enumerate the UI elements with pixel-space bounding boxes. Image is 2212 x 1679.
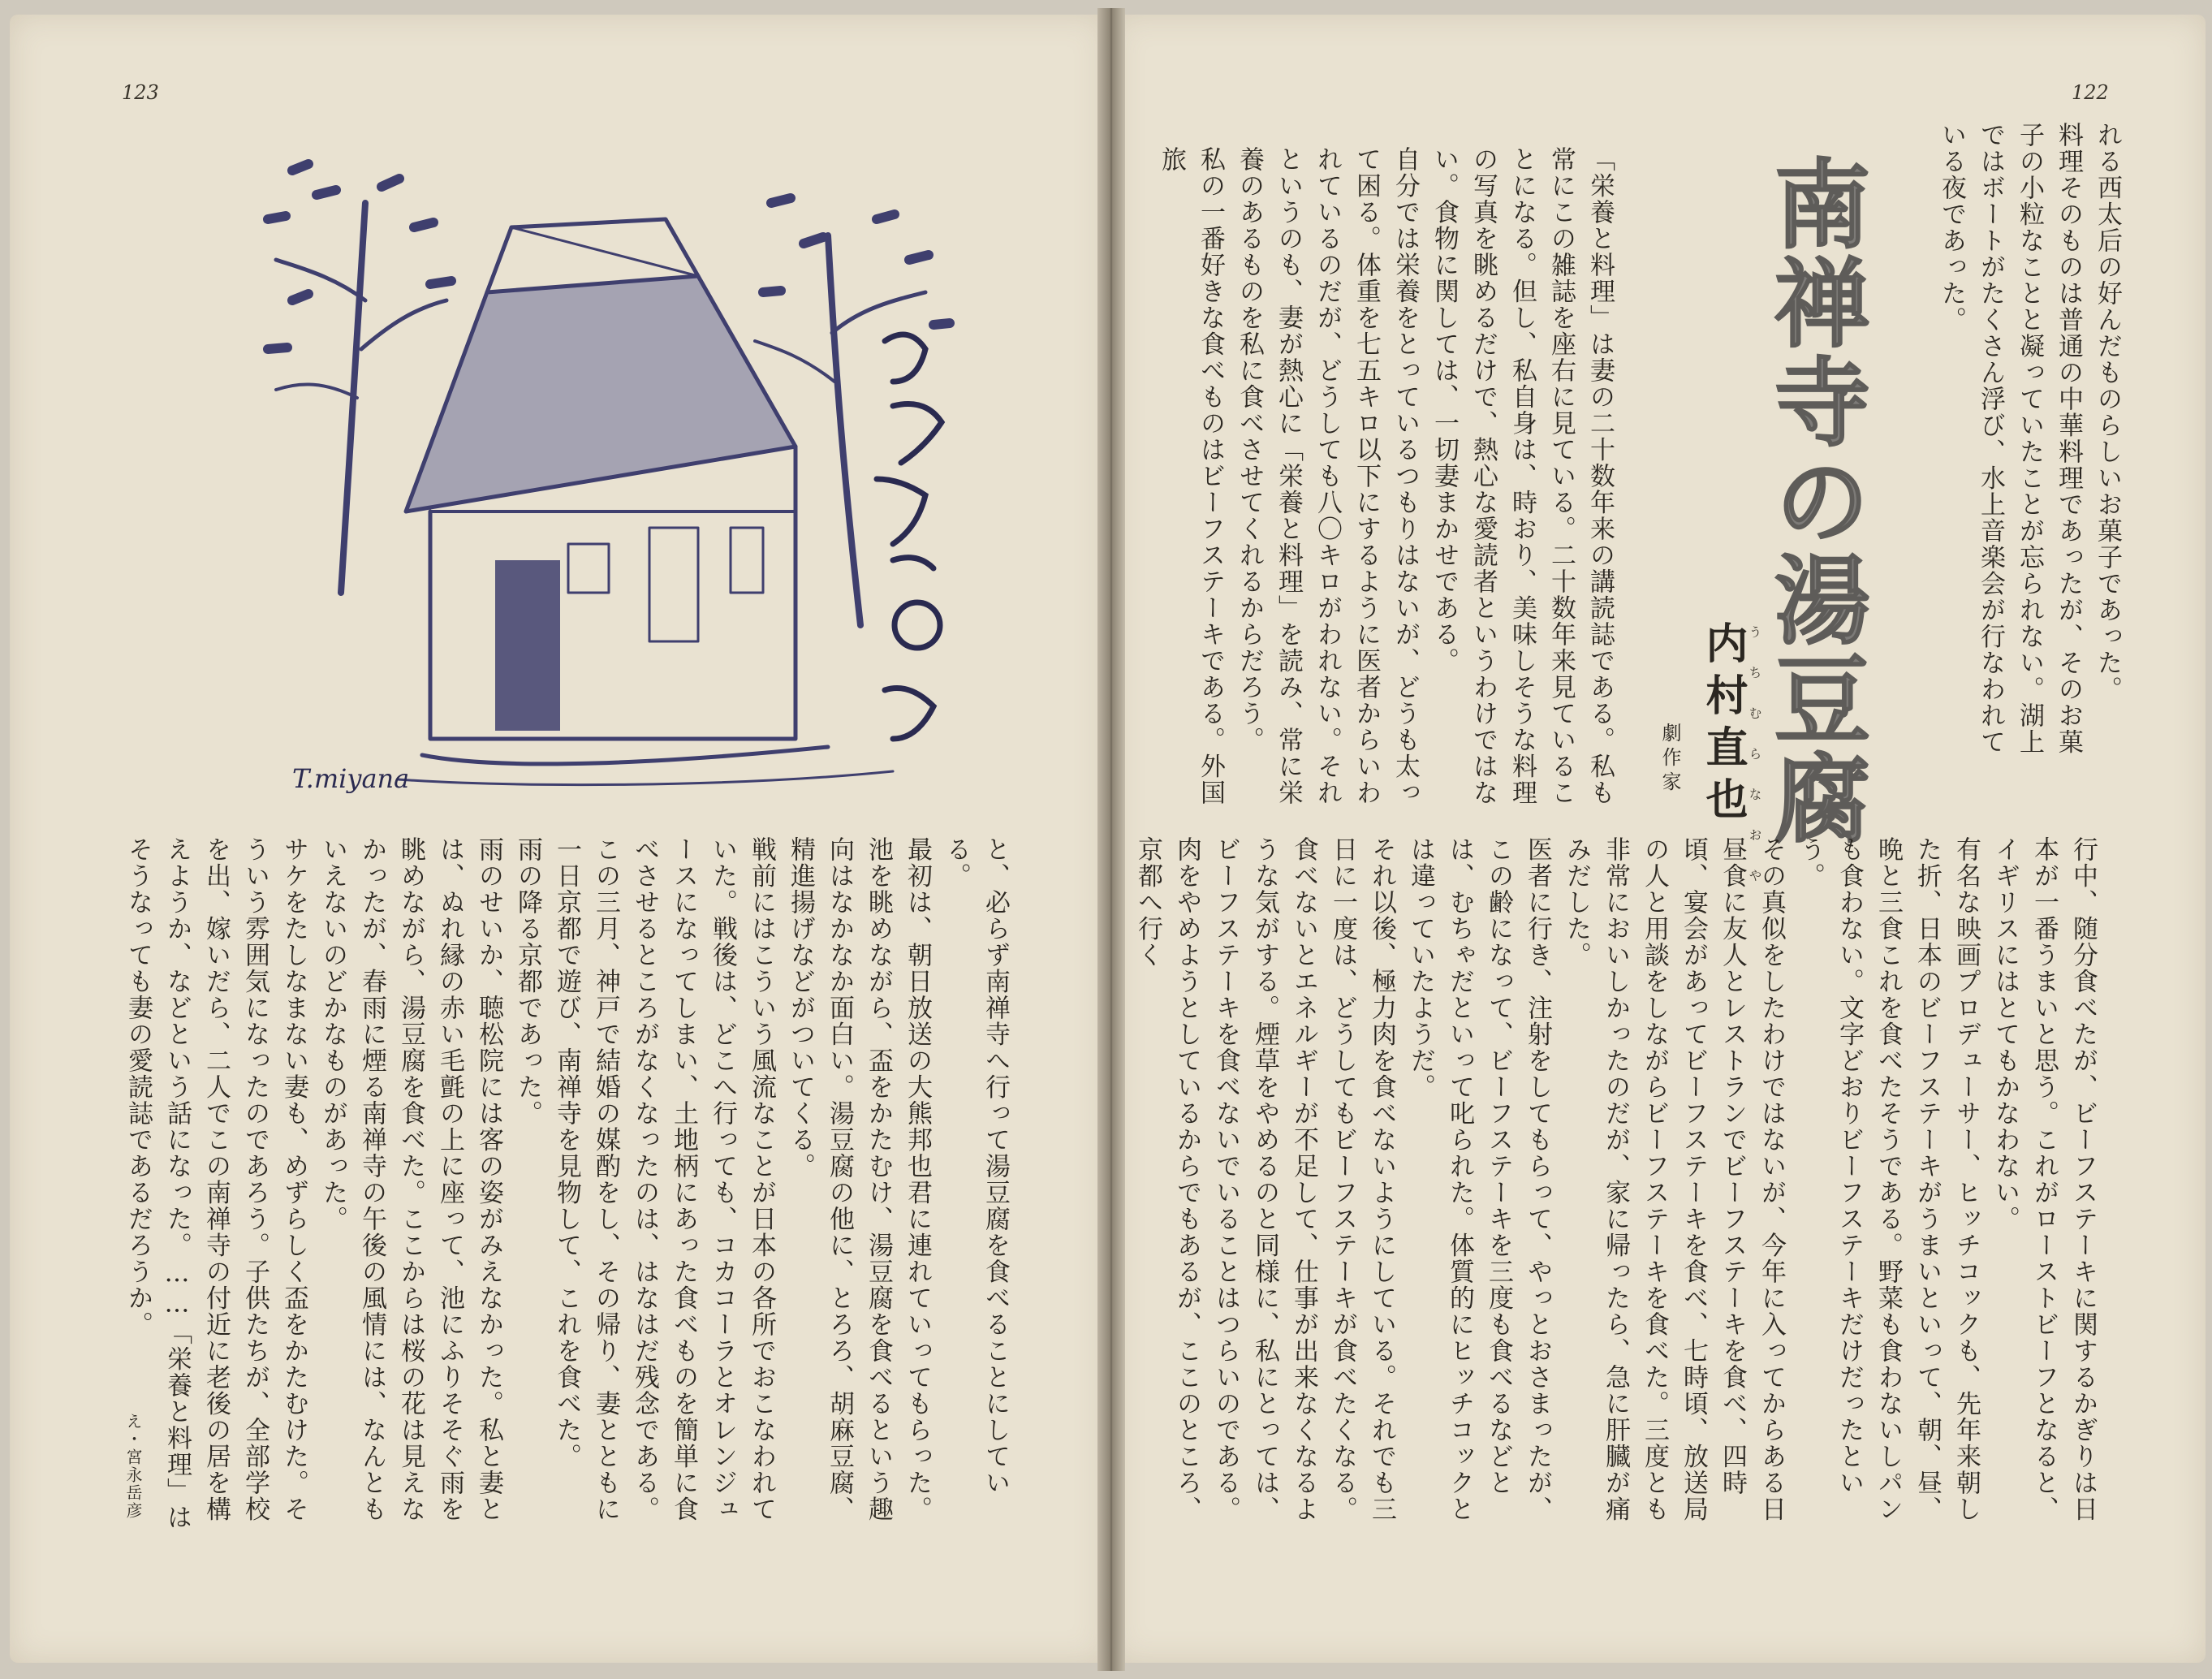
illustrator-signature: T.miyana (292, 763, 410, 794)
page-number-right: 122 (2072, 81, 2109, 104)
paragraph: この三月、神戸で結婚の媒酌をし、その帰り、妻とともに一日京都で遊び、南禅寺を見物して、これを食べた。 (552, 836, 620, 1522)
paragraph: れる西太后の好んだものらしいお菓子であった。 (2093, 122, 2122, 702)
author-name: 内村直也 (1698, 621, 1747, 829)
intro-text (1157, 146, 1619, 820)
article-title: 南禅寺の湯豆腐 (1758, 154, 1870, 848)
paragraph: 自分では栄養をとっているつもりはないが、どうも太って困る。体重を七五キロ以下にするように医者からいわれているのだが、どうしても八〇キロがわれない。それというのも、妻が熱心に「栄養と料理」を読み、常に栄養のあるものを私に食べさせてくれるからだろう。 (1235, 146, 1420, 806)
paragraph: 雨の降る京都であった。 (513, 836, 542, 1127)
paragraph: 雨のせいか、聴松院には客の姿がみえなかった。私と妻とは、ぬれ縁の赤い毛氈の上に座って、池にふりそそぐ雨を眺めながら、湯豆腐を食べた。ここからは桜の花は見えなかったが、春雨に煙る南禅寺の午後の風情には、なんともいえないのどかなものがあった。 (318, 836, 503, 1522)
right-top-paragraph (1908, 122, 2127, 779)
left-body-text (122, 836, 1015, 1534)
paragraph: それ以後、極力肉を食べないようにしている。それでも三日に一度は、どうしてもビーフステーキが食べたくなる。食べないとエネルギーが不足して、仕事が出来なくなるような気がする。煙草をやめるのと同様に、私にとっては、ビーフステーキを食べないでいることはつらいのである。肉をやめようとしているからでもあるが、ここのところ、京都へ行く (1133, 836, 1396, 1522)
book-gutter (1097, 8, 1125, 1671)
author-profession: 劇作家 (1658, 723, 1681, 796)
paragraph: 行中、随分食べたが、ビーフステーキに関するかぎりは日本が一番うまいと思う。これがローストビーフとなると、イギリスにはとてもかなわない。 (1990, 836, 2098, 1522)
paragraph: その真似をしたわけではないが、今年に入ってからある日昼食に友人とレストランでビーフステーキを食べ、四時頃、宴会があってビーフステーキを食べ、七時頃、放送局の人と用談をしながらビーフステーキを食べた。三度とも非常においしかったのだが、家に帰ったら、急に肝臓が痛みだした。 (1562, 836, 1786, 1522)
page-number-left: 123 (122, 81, 159, 104)
right-body-text (1133, 836, 2102, 1534)
paragraph: 医者に行き、注射をしてもらって、やっとおさまったが、この齢になって、ビーフステーキを三度も食べるなどとは、むちゃだといって叱られた。体質的にヒッチコックとは違っていたようだ。 (1406, 836, 1552, 1522)
teahouse-illustration (244, 138, 974, 836)
paragraph: 最初は、朝日放送の大熊邦也君に連れていってもらった。池を眺めながら、盃をかたむけ、湯豆腐を食べるという趣向はなかなか面白い。湯豆腐の他に、とろろ、胡麻豆腐、精進揚げなどがついてくる。 (786, 836, 932, 1522)
paragraph: 有名な映画プロデューサー、ヒッチコックも、先年来朝した折、日本のビーフステーキがうまいといって、朝、昼、晩と三食これを食べたそうである。野菜も食わないしパンも食わない。文字どおりビーフステーキだけだったという。 (1796, 836, 1981, 1522)
paragraph: 戦前にはこういう風流なことが日本の各所でおこなわれていた。戦後は、どこへ行っても、コカコーラとオレンジュースになってしまい、土地柄にあった食べものを簡単に食べさせるところがなくなったのは、はなはだ残念である。 (630, 836, 776, 1522)
paragraph: 料理そのものは普通の中華料理であったが、そのお菓子の小粒なことと凝っていたことが忘られない。湖上ではボートがたくさん浮び、水上音楽会が行なわれている夜であった。 (1937, 122, 2083, 755)
author-ruby: うちむらなおや (1747, 625, 1762, 909)
paragraph: 「栄養と料理」は妻の二十数年来の講読誌である。私も常にこの雑誌を座右に見ている。二十数年来見ていることになる。但し、私自身は、時おり、美味しそうな料理の写真を眺めるだけで、熱心な愛読者というわけではない。食物に関しては、一切妻まかせである。 (1429, 146, 1615, 806)
paragraph: 私の一番好きな食べものはビーフステーキである。外国旅 (1157, 146, 1225, 806)
paragraph: サケをたしなまない妻も、めずらしく盃をかたむけた。そういう雰囲気になったのであろう。子供たちが、全部学校を出、嫁いだら、二人でこの南禅寺の付近に老後の居を構えようか、などという話になった。……「栄養と料理」はそうなっても妻の愛読誌であるだろうか。 (123, 836, 308, 1530)
paragraph: と、必らず南禅寺へ行って湯豆腐を食べることにしている。 (942, 836, 1010, 1496)
illustration-credit: え・宮永岳彦 (123, 1413, 143, 1520)
